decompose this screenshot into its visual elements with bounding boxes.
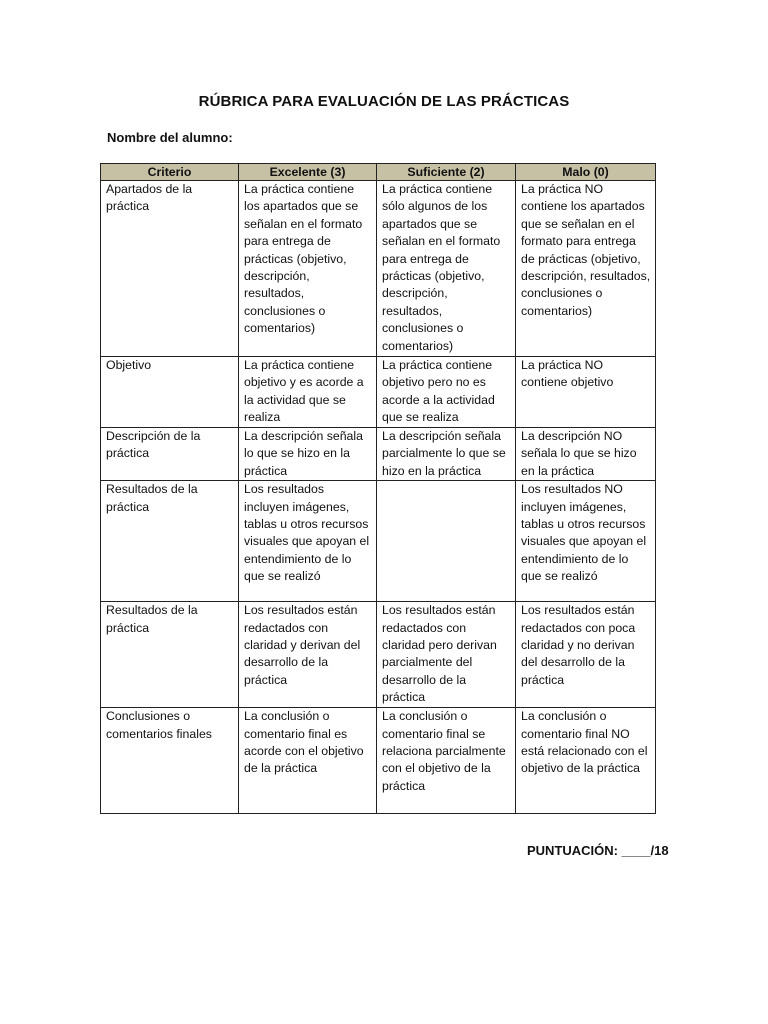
table-row [101,602,656,708]
cell-malo: La conclusión o comentario final NO está relacionado con el objetivo de la práctica [516,708,656,814]
cell-criterio: Resultados de la práctica [101,602,239,708]
cell-criterio: Objetivo [101,357,239,428]
cell-suficiente: Los resultados están redactados con claridad pero derivan parcialmente del desarrollo de la práctica [377,602,516,708]
cell-criterio: Descripción de la práctica [101,428,239,481]
header-criterio: Criterio [101,164,239,181]
cell-suficiente: La descripción señala parcialmente lo que se hizo en la práctica [377,428,516,481]
student-name-label: Nombre del alumno: [107,130,233,145]
table-row [101,708,656,814]
cell-malo: La descripción NO señala lo que se hizo en la práctica [516,428,656,481]
cell-criterio: Apartados de la práctica [101,181,239,357]
cell-excelente: La práctica contiene los apartados que se señalan en el formato para entrega de prácticas (objetivo, descripción, resultados, conclusiones o comentarios) [239,181,377,357]
cell-malo: Los resultados NO incluyen imágenes, tablas u otros recursos visuales que apoyan el entendimiento de lo que se realizó [516,481,656,602]
cell-suficiente: La práctica contiene objetivo pero no es acorde a la actividad que se realiza [377,357,516,428]
cell-excelente: Los resultados están redactados con claridad y derivan del desarrollo de la práctica [239,602,377,708]
page-title: RÚBRICA PARA EVALUACIÓN DE LAS PRÁCTICAS [198,93,570,110]
cell-excelente: La descripción señala lo que se hizo en la práctica [239,428,377,481]
rubric-table [100,163,656,814]
table-row [101,181,656,357]
table-row [101,481,656,602]
cell-excelente: Los resultados incluyen imágenes, tablas u otros recursos visuales que apoyan el entendimiento de lo que se realizó [239,481,377,602]
header-excelente: Excelente (3) [239,164,377,181]
cell-suficiente: La conclusión o comentario final se relaciona parcialmente con el objetivo de la práctica [377,708,516,814]
score-label: PUNTUACIÓN: ____/18 [527,843,669,858]
cell-malo: La práctica NO contiene objetivo [516,357,656,428]
cell-excelente: La práctica contiene objetivo y es acorde a la actividad que se realiza [239,357,377,428]
cell-suficiente [377,481,516,602]
cell-malo: Los resultados están redactados con poca claridad y no derivan del desarrollo de la práctica [516,602,656,708]
table-row [101,357,656,428]
cell-suficiente: La práctica contiene sólo algunos de los apartados que se señalan en el formato para entrega de prácticas (objetivo, descripción, resultados, conclusiones o comentarios) [377,181,516,357]
table-header-row [101,164,656,181]
cell-criterio: Resultados de la práctica [101,481,239,602]
table-row [101,428,656,481]
cell-malo: La práctica NO contiene los apartados que se señalan en el formato para entrega de prácticas (objetivo, descripción, resultados, conclusiones o comentarios) [516,181,656,357]
header-suficiente: Suficiente (2) [377,164,516,181]
cell-criterio: Conclusiones o comentarios finales [101,708,239,814]
header-malo: Malo (0) [516,164,656,181]
cell-excelente: La conclusión o comentario final es acorde con el objetivo de la práctica [239,708,377,814]
